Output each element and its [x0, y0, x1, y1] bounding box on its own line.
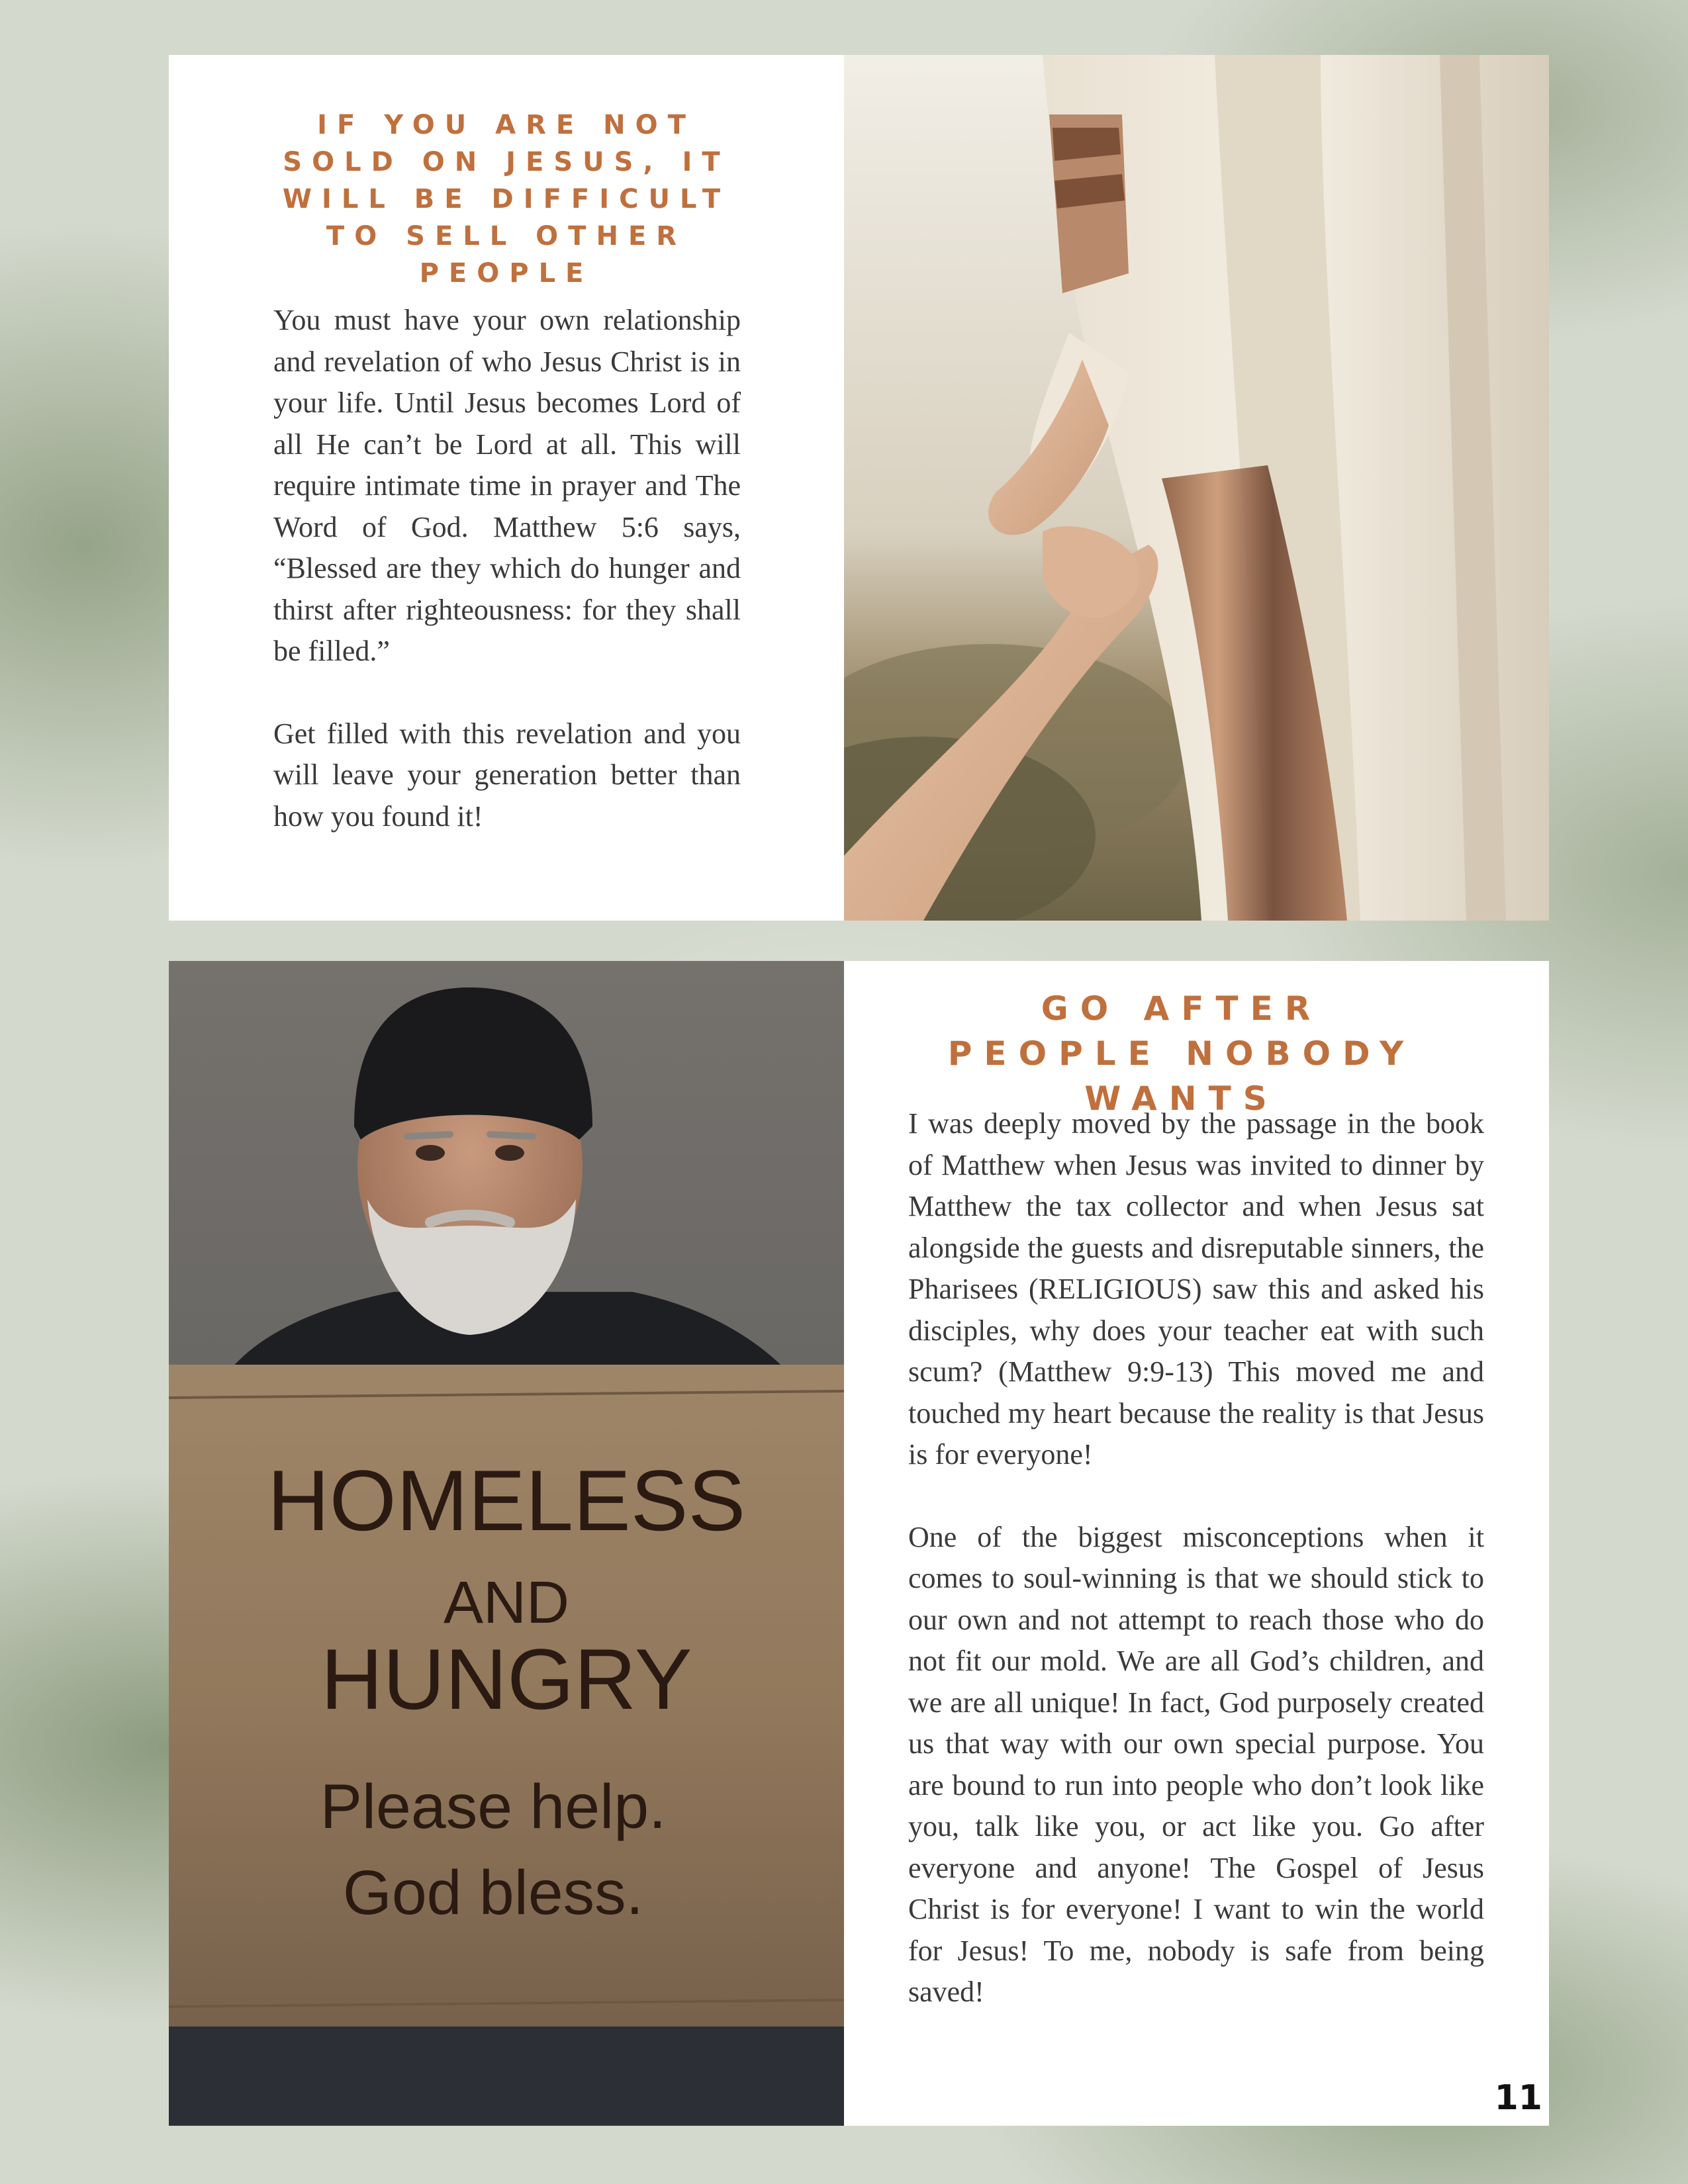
sign-line-4: Please help. — [320, 1772, 667, 1842]
section-body — [273, 300, 741, 878]
paragraph: I was deeply moved by the passage in the book of Matthew when Jesus was invited to dinner by Matthew the tax collector and when Jesus sat alongside the guests and disreputable sinners, the Pharisees (RELIGIOUS) saw this and asked his disciples, why does your teacher eat with such scum? (Matthew 9:9-13) This moved me and touched my heart because the reality is that Jesus is for everyone! — [908, 1107, 1484, 1471]
page-number: 11 — [1494, 2078, 1542, 2118]
homeless-man-illustration — [169, 961, 844, 2126]
section-body — [908, 1103, 1484, 2054]
section-heading: GO AFTER PEOPLE NOBODY WANTS — [947, 989, 1416, 1118]
sign-line-5: God bless. — [342, 1858, 644, 1928]
homeless-man-photo — [169, 961, 844, 2126]
hands-holding-illustration — [844, 55, 1549, 921]
text-panel-top — [169, 55, 844, 921]
sign-line-2: AND — [443, 1570, 570, 1636]
paragraph: One of the biggest misconceptions when it comes to soul-winning is that we should stick to our own and not attempt to reach those who do not fit our mold. We are all God’s children, and we are all unique! In fact, God purposely created us that way with our own special purpose. You are bound to run into people who don’t look like you, talk like you, or act like you. Go after everyone and anyone! The Gospel of Jesus Christ is for everyone! I want to win the world for Jesus! To me, nobody is safe from being saved! — [908, 1520, 1484, 2008]
paragraph: Get filled with this revelation and you will leave your generation better than how you found it! — [273, 717, 741, 833]
text-panel-bottom — [844, 961, 1549, 2126]
paragraph: You must have your own relationship and revelation of who Jesus Christ is in your life. Until Jesus becomes Lord of all He can’t be Lord at all. This will require intimate time in prayer and The Word of God. Matthew 5:6 says, “Blessed are they which do hunger and thirst after righteousness: for they shall be filled.” — [273, 304, 741, 667]
hands-holding-photo — [844, 55, 1549, 921]
sign-line-3: HUNGRY — [320, 1631, 692, 1727]
sign-line-1: HOMELESS — [267, 1452, 746, 1549]
section-heading: IF YOU ARE NOT SOLD ON JESUS, IT WILL BE DIFFICULT TO SELL OTHER PEOPLE — [282, 110, 731, 289]
